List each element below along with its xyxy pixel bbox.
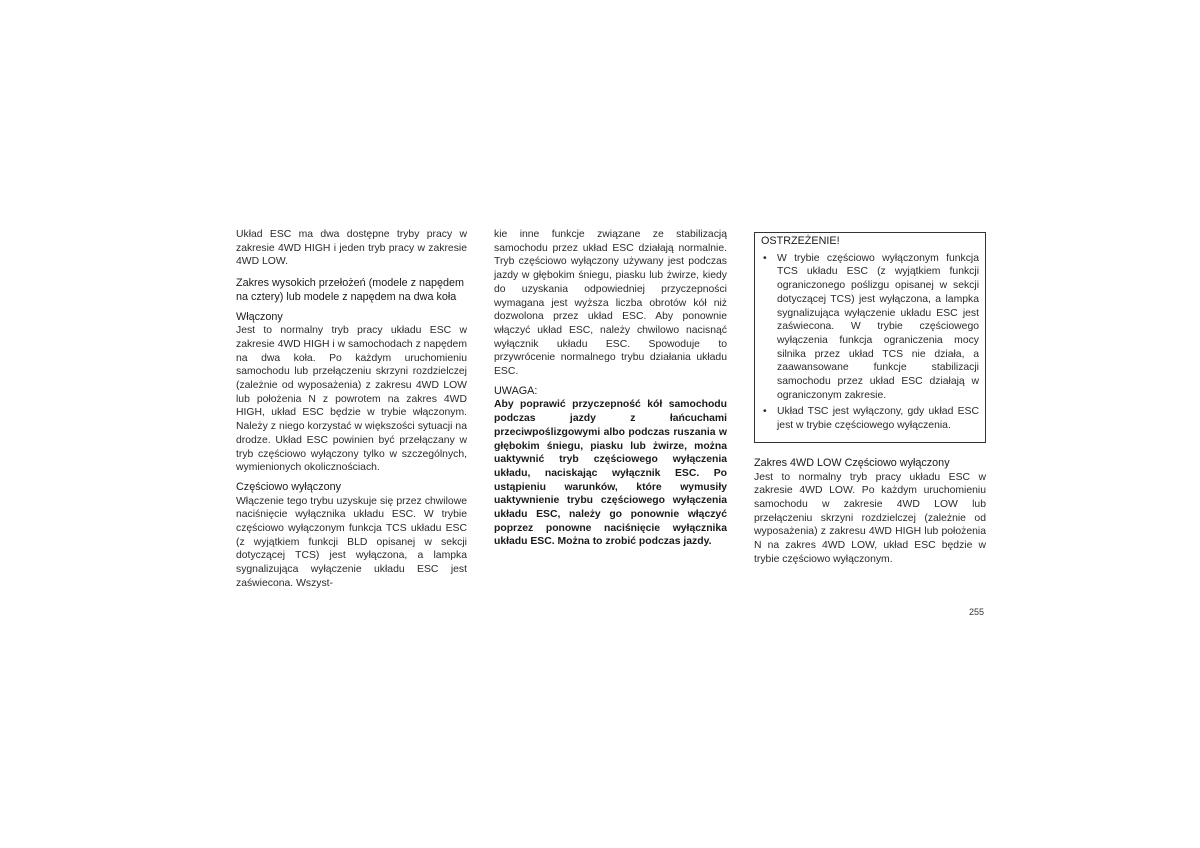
- page-number: 255: [969, 607, 985, 617]
- warning-item: [761, 405, 979, 432]
- warning-item-text: W trybie częściowo wyłączonym funkcja TCS układu ESC (z wyjątkiem funkcji ograniczonego poślizgu opisanej w sekcji dotyczącej TCS) jest wyłączona, a lampka sygnalizująca wyłączenie układu ESC jest zaświecona. W trybie częściowego wyłączenia funkcja ograniczenia mocy silnika przez układ TCS nie działa, a zaawansowane funkcje stabilizacji samochodu przez układ ESC działają w ograniczonym zakresie.: [777, 252, 979, 401]
- right-column: [754, 232, 986, 566]
- left-column: [236, 228, 467, 591]
- intro-paragraph: Układ ESC ma dwa dostępne tryby pracy w zakresie 4WD HIGH i jeden tryb pracy w zakresie 4WD LOW.: [236, 229, 467, 268]
- paragraph-on: Jest to normalny tryb pracy układu ESC w zakresie 4WD HIGH i w samochodach z napędem na dwa koła. Po każdym uruchomieniu samochodu lub przełączeniu skrzyni rozdzielczej (zależnie od wyposażenia) z zakresu 4WD LOW lub położenia N z powrotem na zakres 4WD HIGH, układ ESC będzie w trybie włączonym. Należy z niego korzystać w większości sytuacji na drodze. Układ ESC powinien być przełączany w tryb częściowo wyłączony tylko w szczególnych, wymienionych okolicznościach.: [236, 325, 467, 474]
- note-text: Aby poprawić przyczepność kół samochodu podczas jazdy z łańcuchami przeciwpoślizgowymi albo podczas ruszania w głębokim śniegu, piasku lub żwirze, można uaktywnić tryb częściowego wyłączenia układu, naciskając wyłącznik ESC. Po ustąpieniu warunków, które wymusiły uaktywnienie trybu częściowego wyłączenia układu ESC, należy go ponownie włączyć poprzez ponowne naciśnięcie wyłącznika układu ESC. Można to zrobić podczas jazdy.: [494, 399, 727, 548]
- paragraph-low: Jest to normalny tryb pracy układu ESC w zakresie 4WD LOW. Po każdym uruchomieniu samochodu w zakresie 4WD LOW lub przełączeniu skrzyni rozdzielczej (zależnie od wyposażenia) z zakresu 4WD HIGH lub położenia N na zakres 4WD LOW, układ ESC będzie w trybie częściowo wyłączonym.: [754, 471, 986, 565]
- bullet-icon: •: [763, 252, 767, 264]
- warning-list: [761, 252, 979, 433]
- middle-column: [494, 228, 727, 549]
- subheading-partial: Częściowo wyłączony: [236, 480, 342, 493]
- note-title: UWAGA:: [494, 384, 538, 397]
- subheading-on: Włączony: [236, 310, 283, 323]
- warning-title: OSTRZEŻENIE!: [761, 235, 840, 247]
- section-heading-high-range: Zakres wysokich przełożeń (modele z napędem na cztery) lub modele z napędem na dwa koła: [236, 277, 465, 303]
- warning-box: [754, 232, 986, 443]
- bullet-icon: •: [763, 406, 767, 418]
- paragraph-partial: Włączenie tego trybu uzyskuje się przez chwilowe naciśnięcie wyłącznika układu ESC. W trybie częściowo wyłączonym funkcja TCS układu ESC (z wyjątkiem funkcji BLD opisanej w sekcji dotyczącej TCS) jest wyłączona, a lampka sygnalizująca wyłączenie układu ESC jest zaświecona. Wszyst-: [236, 495, 467, 589]
- warning-item: [761, 252, 979, 403]
- warning-item-text: Układ TSC jest wyłączony, gdy układ ESC jest w trybie częściowego wyłączenia.: [777, 406, 979, 432]
- paragraph-continued: kie inne funkcje związane ze stabilizacją samochodu przez układ ESC działają normalnie. Tryb częściowo wyłączony używany jest podczas jazdy w głębokim śniegu, piasku lub żwirze, kiedy do uzyskania odpowiedniej przyczepności wymagana jest wyższa liczba obrotów kół niż dozwolona przez układ ESC. Aby ponownie włączyć układ ESC, należy chwilowo nacisnąć wyłącznik układu ESC. Spowoduje to przywrócenie normalnego trybu działania układu ESC.: [494, 229, 727, 378]
- section-heading-low-range: Zakres 4WD LOW Częściowo wyłączony: [754, 456, 950, 469]
